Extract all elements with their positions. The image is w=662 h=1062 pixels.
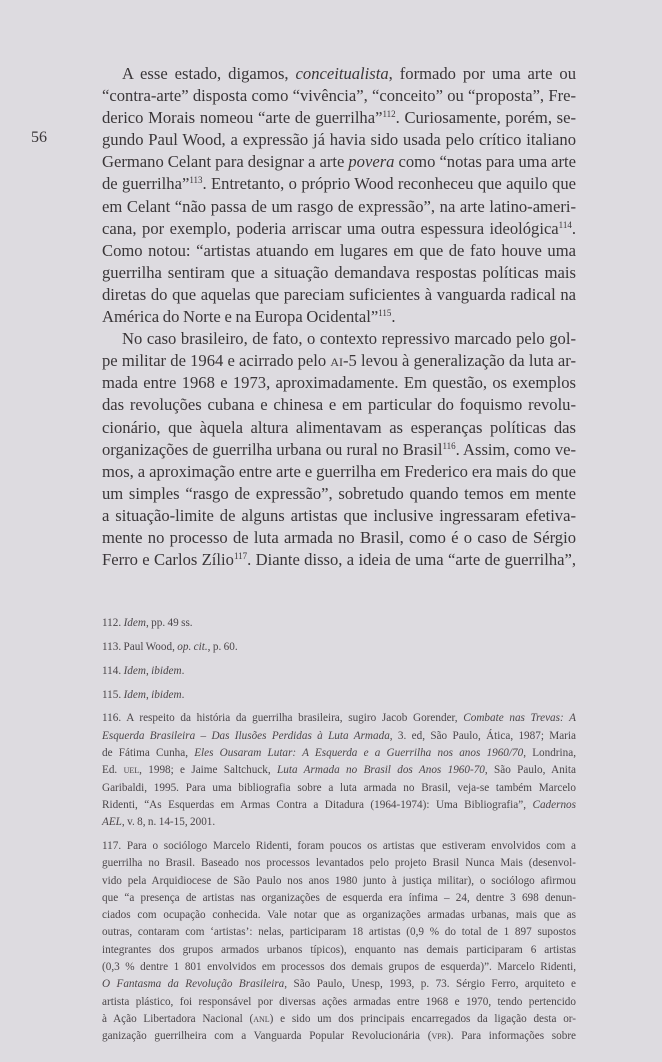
body-line (102, 461, 576, 483)
body-line (102, 240, 576, 262)
body-line (102, 328, 576, 350)
text-run: . Diante disso, a ideia de uma “arte de guerrilha”, (247, 550, 576, 570)
text-run: , pp. 49 ss. (145, 617, 193, 630)
text-run: 117. Para o sociólogo Marcelo Ridenti, foram poucos os artistas que estiveram envolvidos com a (102, 839, 576, 852)
body-line (102, 218, 576, 240)
text-run: , Londrina, (523, 746, 576, 759)
footnote (102, 687, 576, 704)
footnotes (102, 615, 576, 1062)
text-run: , p. 60. (207, 640, 238, 653)
body-line (102, 483, 576, 505)
body-line (102, 151, 576, 173)
footnote-line (102, 710, 576, 727)
italic-run: Idem (123, 617, 146, 630)
footnote-line (102, 639, 576, 656)
text-run: . Curiosamente, porém, se- (395, 108, 576, 128)
text-run: à Ação Libertadora Nacional ( (102, 1012, 254, 1025)
italic-run: O Fantasma da Revolução Brasileira (102, 978, 285, 991)
text-run: , 1998; e Jaime Saltchuck, (139, 764, 278, 777)
text-run: mos, a aproximação entre arte e guerrilha em Frederico era mais do que (102, 461, 576, 481)
text-run: outras, contaram com ‘artistas’: nelas, participaram 18 artistas (0,9 % do total de 1 897 supostos (102, 926, 576, 939)
footnote-line (102, 663, 576, 680)
body-line (102, 306, 576, 328)
text-run: de guerrilha” (102, 174, 190, 194)
italic-run: Luta Armada no Brasil dos Anos 1960-70 (277, 764, 485, 777)
footnote-line (102, 1028, 576, 1045)
text-run: . (571, 218, 576, 238)
text-run: “contra-arte” disposta como “vivência”, “conceito” ou “proposta”, Fre- (102, 86, 576, 106)
text-run: que “a presença de artistas nas organizações de esquerda era ínfima – 24, dentre 3 698 denun- (102, 891, 576, 904)
text-run: . Assim, como ve- (455, 439, 577, 459)
italic-run: AEL (102, 816, 122, 829)
footnote-ref: 117 (233, 551, 248, 562)
footnote (102, 663, 576, 680)
footnote-line (102, 838, 576, 855)
text-run: Ed. (102, 764, 124, 777)
footnote-line (102, 687, 576, 704)
text-run: Ferro e Carlos Zílio (102, 550, 234, 570)
text-run: 113. Paul Wood, (102, 640, 178, 653)
text-run: Garibaldi, 1995. Para uma bibliografia sobre a luta armada no Brasil, veja-se também Marcelo (102, 781, 576, 794)
body-line (102, 505, 576, 527)
text-run: . (391, 307, 396, 327)
text-run: 114. (102, 664, 124, 677)
text-run: ganização guerrilheira com a Vanguarda Popular Revolucionária ( (102, 1030, 432, 1043)
text-run: 115. (102, 688, 124, 701)
text-run: . (181, 688, 185, 701)
footnote-line (102, 873, 576, 890)
text-run: artista plástico, foi responsável por diversas ações armadas entre 1968 e 1970, tendo pertencido (102, 995, 576, 1008)
body-line (102, 196, 576, 218)
body-line (102, 527, 576, 549)
body-line (102, 417, 576, 439)
body-line (102, 107, 576, 129)
text-run: diretas do que aquelas que pareciam suficientes à vanguarda radical na (102, 284, 576, 304)
footnote-line (102, 976, 576, 993)
footnote-ref: 115 (378, 308, 392, 319)
text-run: ciados com ocupação conhecida. Vale notar que as organizações armadas urbanas, mais que as (102, 909, 576, 922)
text-run: , (145, 664, 152, 677)
text-run: guerrilha sentiram que a situação demandava respostas políticas mais (102, 262, 576, 282)
body-line (102, 394, 576, 416)
text-run: das revoluções cubana e chinesa e em particular do foquismo revolu- (102, 395, 576, 415)
text-run: cionário, que àquela altura alimentavam as esperanças políticas das (102, 417, 576, 437)
footnote-line (102, 890, 576, 907)
italic-run: Idem (123, 664, 146, 677)
small-caps-run: uel (123, 764, 140, 777)
small-caps-run: vpr (431, 1030, 448, 1043)
page-content (102, 0, 576, 1062)
italic-run: povera (348, 152, 395, 172)
footnote-line (102, 855, 576, 872)
body-line (102, 549, 576, 571)
text-run: . Entretanto, o próprio Wood reconheceu que aquilo que (202, 174, 576, 194)
text-run: derico Morais nomeou “arte de guerrilha” (102, 108, 383, 128)
page-number: 56 (31, 129, 47, 146)
text-run: , 3. ed, São Paulo, Ática, 1987; Maria (389, 729, 576, 742)
small-caps-run: ai (330, 351, 343, 371)
text-run: vido pela Arquidiocese de São Paulo nos anos 1980 junto à justiça militar), o sociólogo afirmou (102, 874, 576, 887)
text-run: a situação-limite de alguns artistas que inclusive ingressaram efetiva- (102, 505, 576, 525)
text-run: ). Para informações sobre (447, 1030, 577, 1043)
footnote-line (102, 959, 576, 976)
text-run: , São Paulo, Anita (484, 764, 576, 777)
footnote-line (102, 942, 576, 959)
text-run: , São Paulo, Unesp, 1993, p. 73. Sérgio Ferro, arquiteto e (284, 978, 576, 991)
text-run: 116. A respeito da história da guerrilha brasileira, sugiro Jacob Gorender, (102, 712, 464, 725)
text-run: gundo Paul Wood, a expressão já havia sido usada pelo crítico italiano (102, 130, 576, 150)
text-run: 112. (102, 617, 124, 630)
footnote-line (102, 615, 576, 632)
footnote-line (102, 728, 576, 745)
footnote (102, 710, 576, 831)
text-run: , v. 8, n. 14-15, 2001. (121, 816, 216, 829)
italic-run: Cadernos (532, 798, 576, 811)
text-run: , formado por uma arte ou (388, 64, 576, 83)
text-run: como “notas para uma arte (394, 152, 576, 172)
body-line (102, 63, 576, 85)
text-run: Como notou: “artistas atuando em lugares em que de fato houve uma (102, 240, 576, 260)
text-run: mada entre 1968 e 1973, aproximadamente. Em questão, os exemplos (102, 373, 576, 393)
body-line (102, 262, 576, 284)
italic-run: conceitualista (295, 64, 389, 83)
text-run: Germano Celant para designar a arte (102, 152, 349, 172)
body-line (102, 284, 576, 306)
body-line (102, 85, 576, 107)
text-run: . (181, 664, 185, 677)
text-run: No caso brasileiro, de fato, o contexto repressivo marcado pelo gol- (122, 329, 576, 349)
footnote-line (102, 814, 576, 831)
footnote-ref: 114 (558, 219, 572, 230)
text-run: um simples “rasgo de expressão”, sobretudo quando temos em mente (102, 483, 576, 503)
footnote-ref: 113 (189, 175, 203, 186)
text-run: , (145, 688, 152, 701)
footnote (102, 639, 576, 656)
footnote-line (102, 994, 576, 1011)
footnote-line (102, 780, 576, 797)
footnote-line (102, 797, 576, 814)
footnote-line (102, 762, 576, 779)
italic-run: Combate nas Trevas: A (463, 712, 577, 725)
body-text (102, 63, 576, 571)
body-line (102, 372, 576, 394)
body-line (102, 173, 576, 195)
body-line (102, 129, 576, 151)
italic-run: ibidem (151, 664, 182, 677)
text-run: mente no processo de luta armada no Brasil, como é o caso de Sérgio (102, 527, 576, 547)
text-run: ) e sido um dos principais encarregados da ligação desta or- (269, 1012, 577, 1025)
footnote-line (102, 745, 576, 762)
footnote (102, 615, 576, 632)
text-run: América do Norte e na Europa Ocidental” (102, 307, 379, 327)
body-line (102, 350, 576, 372)
text-run: de Fátima Cunha, (102, 746, 195, 759)
text-run: cana, por exemplo, poderia arriscar uma outra espessura ideológica (102, 218, 559, 238)
footnote-line (102, 924, 576, 941)
italic-run: Eles Ousaram Lutar: A Esquerda e a Guerrilha nos anos 1960/70 (194, 746, 524, 759)
text-run: -5 levou à generalização da luta ar- (343, 351, 576, 371)
text-run: em Celant “não passa de um rasgo de expressão”, na arte latino-ameri- (102, 196, 576, 216)
text-run: organizações de guerrilha urbana ou rural no Brasil (102, 439, 443, 459)
footnote (102, 838, 576, 1046)
italic-run: Idem (123, 688, 146, 701)
text-run: (0,3 % dentre 1 801 envolvidos em processos dos demais grupos de esquerda)”. Marcelo Ridenti, (102, 961, 576, 973)
footnote-line (102, 1011, 576, 1028)
italic-run: ibidem (151, 688, 182, 701)
footnote-line (102, 907, 576, 924)
small-caps-run: anl (253, 1012, 270, 1025)
footnote-ref: 116 (442, 440, 456, 451)
text-run: A esse estado, digamos, (122, 64, 296, 83)
text-run: guerrilha no Brasil. Baseado nos processos levantados pelo projeto Brasil Nunca Mais (desenvol- (102, 857, 576, 870)
text-run: Ridenti, “As Esquerdas em Armas Contra a Ditadura (1964-1974): Uma Bibliografia”, (102, 798, 533, 811)
italic-run: op. cit. (177, 640, 208, 653)
italic-run: Esquerda Brasileira – Das Ilusões Perdidas à Luta Armada (102, 729, 390, 742)
text-run: pe militar de 1964 e acirrado pelo (102, 351, 331, 371)
body-line (102, 439, 576, 461)
text-run: integrantes dos grupos armados urbanos típicos), enquanto nas demais participaram 6 artistas (102, 943, 576, 956)
footnote-ref: 112 (382, 109, 396, 120)
